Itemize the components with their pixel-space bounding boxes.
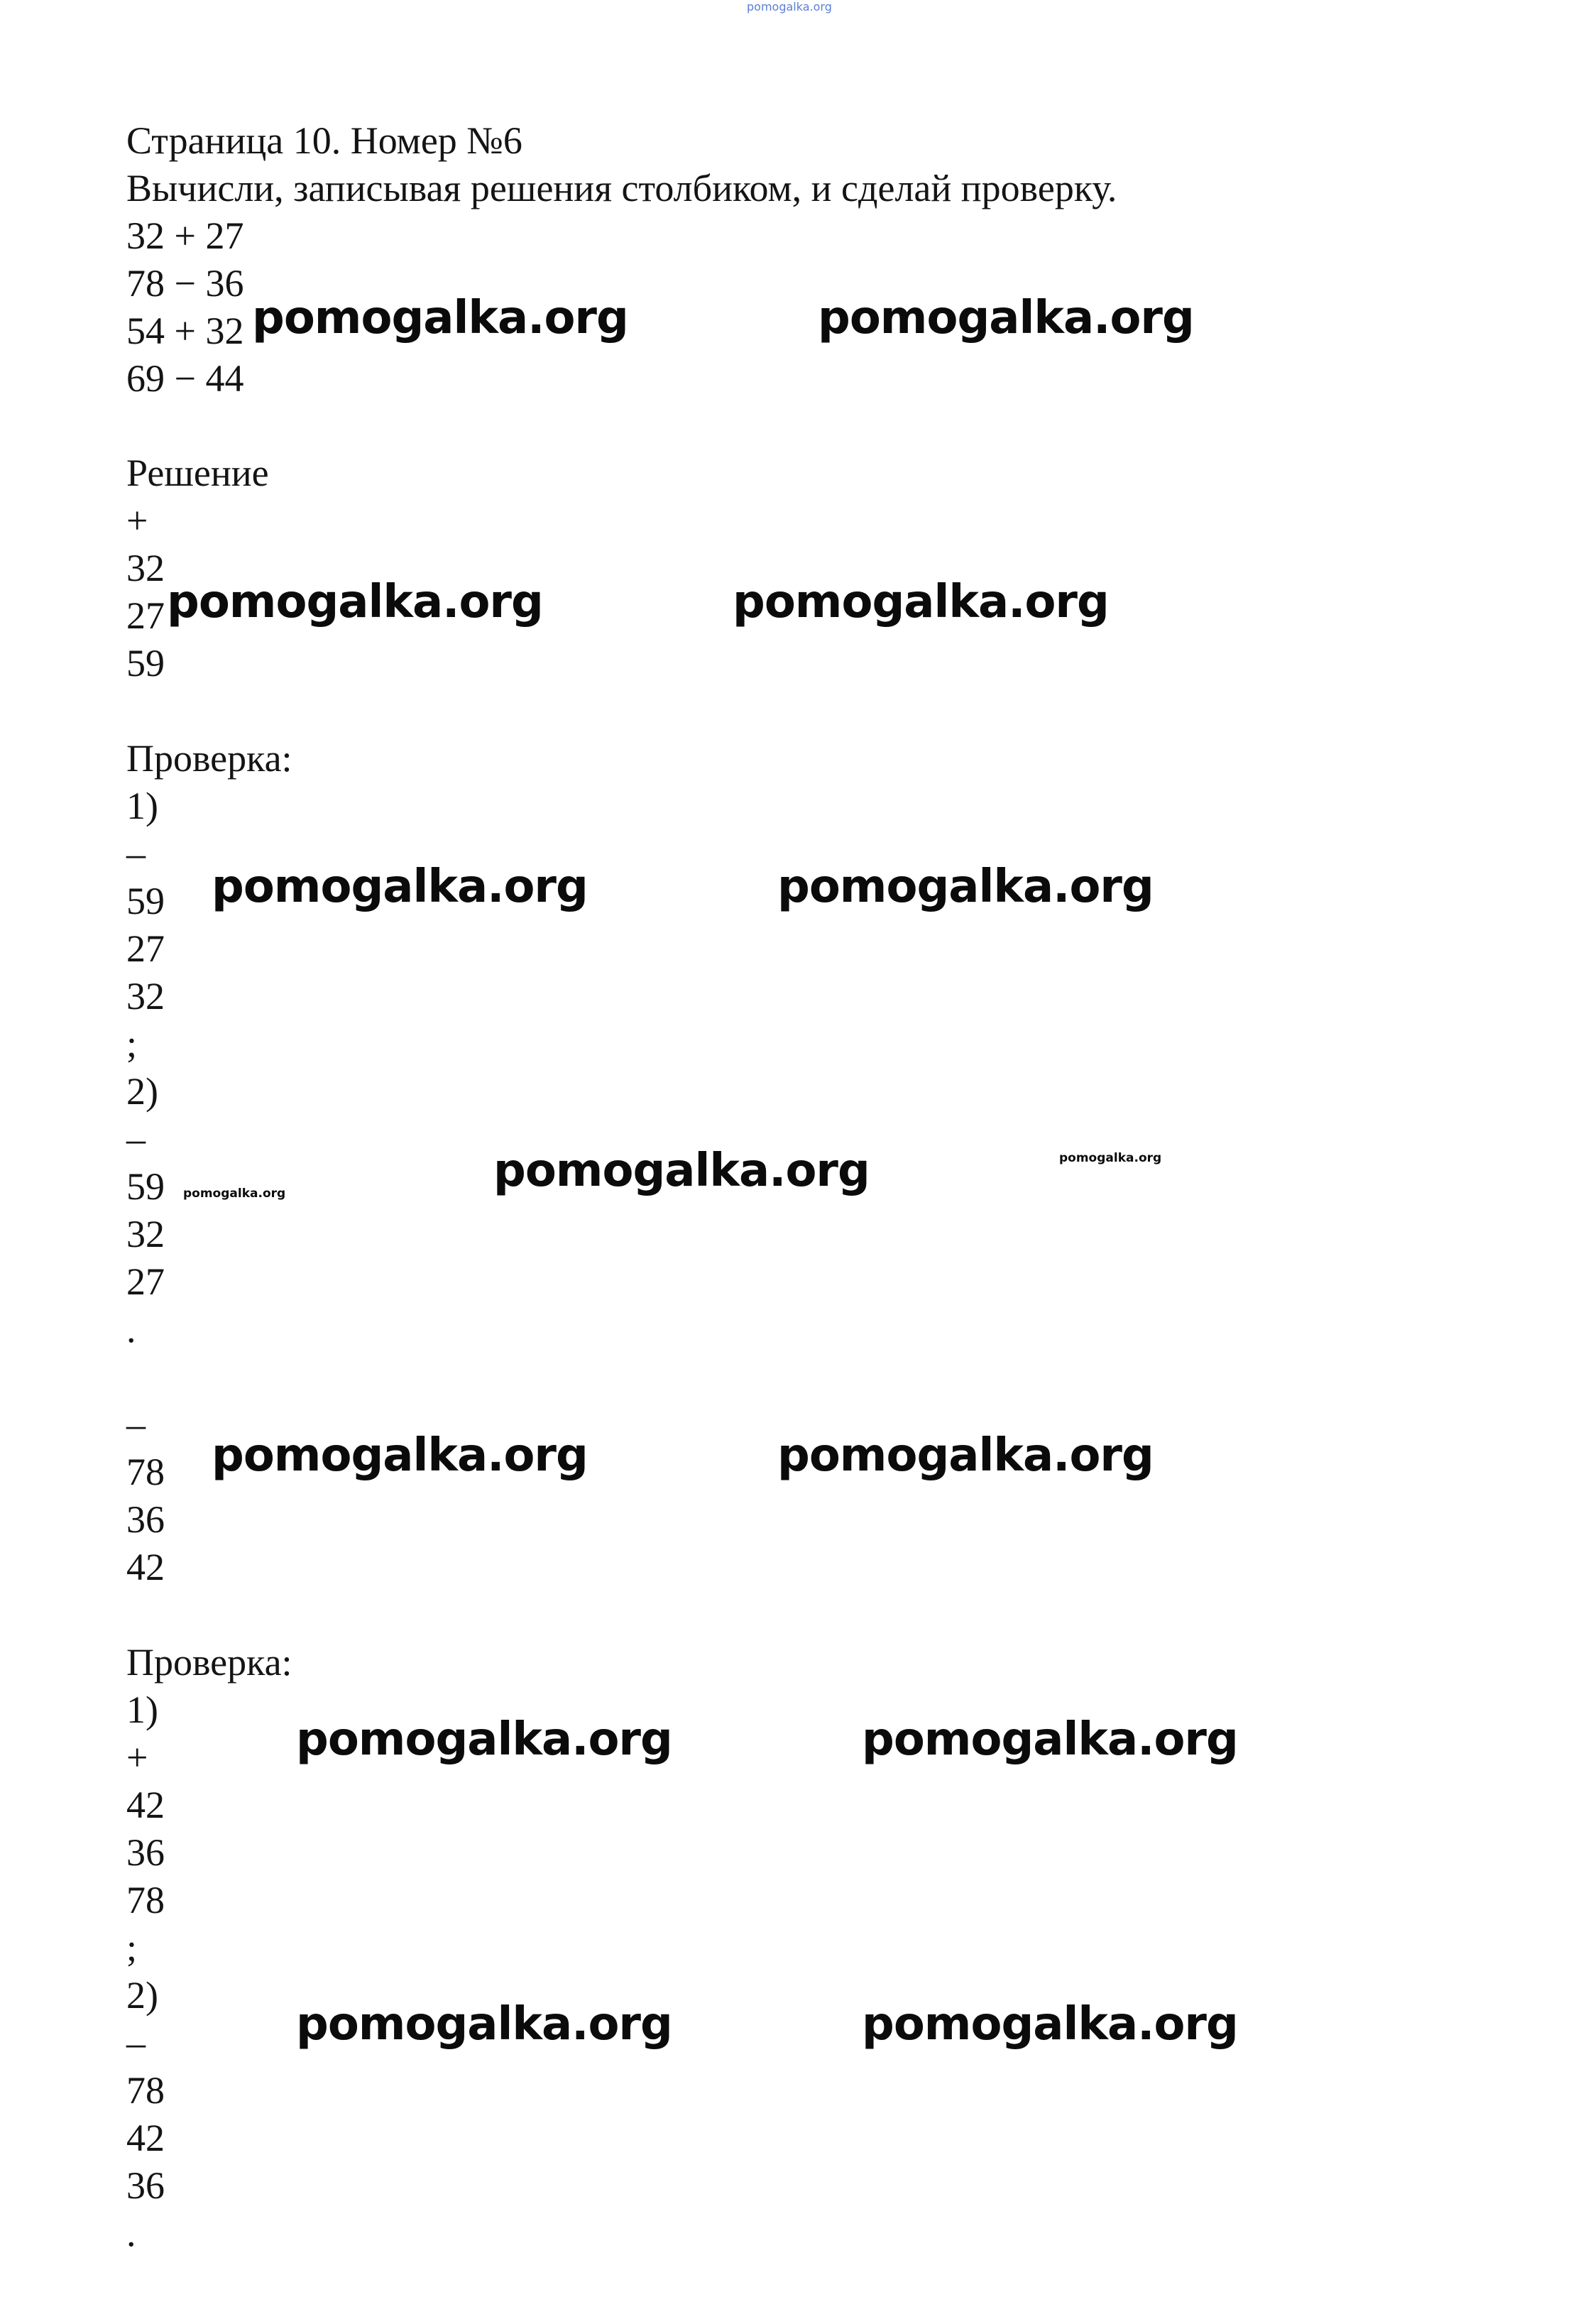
check-2b-result: 36 [126, 2164, 165, 2207]
check-2a-bottom: 36 [126, 1831, 165, 1874]
solution-2-bottom: 36 [126, 1498, 165, 1541]
expression-2: 78 − 36 [126, 262, 244, 305]
check-2a-end: ; [126, 1926, 138, 1969]
watermark: pomogalka.org [777, 1429, 1154, 1482]
check-1b-top: 59 [126, 1165, 165, 1208]
check-1b-bottom: 32 [126, 1213, 165, 1255]
solution-2-top: 78 [126, 1451, 165, 1493]
check-1a-sign: – [126, 832, 146, 875]
watermark: pomogalka.org [862, 1998, 1238, 2051]
check-1b-label: 2) [126, 1070, 158, 1113]
expression-4: 69 − 44 [126, 357, 244, 400]
watermark: pomogalka.org [212, 1429, 588, 1482]
check-2-heading: Проверка: [126, 1641, 292, 1684]
check-2a-top: 42 [126, 1784, 165, 1826]
check-1a-bottom: 27 [126, 927, 165, 970]
watermark: pomogalka.org [296, 1998, 672, 2051]
check-1b-end: . [126, 1308, 136, 1351]
watermark: pomogalka.org [493, 1145, 870, 1197]
check-2b-end: . [126, 2212, 136, 2254]
watermark: pomogalka.org [862, 1713, 1238, 1766]
check-2b-label: 2) [126, 1974, 158, 2017]
watermark: pomogalka.org [183, 1186, 286, 1201]
solution-1-sign: + [126, 499, 148, 542]
watermark: pomogalka.org [733, 576, 1109, 628]
watermark: pomogalka.org [818, 292, 1194, 344]
solution-heading: Решение [126, 452, 269, 494]
watermark: pomogalka.org [1059, 1151, 1162, 1165]
solution-1-top: 32 [126, 547, 165, 589]
watermark: pomogalka.org [167, 576, 543, 628]
check-1a-result: 32 [126, 975, 165, 1018]
check-1a-top: 59 [126, 880, 165, 922]
check-2a-label: 1) [126, 1689, 158, 1731]
check-2a-result: 78 [126, 1879, 165, 1921]
solution-1-result: 59 [126, 642, 165, 684]
check-2b-sign: – [126, 2022, 146, 2064]
check-1a-label: 1) [126, 785, 158, 827]
check-1b-result: 27 [126, 1260, 165, 1303]
check-1b-sign: – [126, 1118, 146, 1160]
watermark: pomogalka.org [296, 1713, 672, 1766]
check-2b-bottom: 42 [126, 2117, 165, 2159]
check-1-heading: Проверка: [126, 737, 292, 780]
page-title: Страница 10. Номер №6 [126, 119, 522, 162]
watermark: pomogalka.org [777, 861, 1154, 913]
task-text: Вычисли, записывая решения столбиком, и сделай проверку. [126, 167, 1117, 209]
solution-2-sign: – [126, 1403, 146, 1446]
check-2b-top: 78 [126, 2069, 165, 2112]
solution-2-result: 42 [126, 1546, 165, 1588]
check-1a-end: ; [126, 1022, 138, 1065]
watermark: pomogalka.org [252, 292, 628, 344]
expression-3: 54 + 32 [126, 310, 244, 352]
top-watermark: pomogalka.org [747, 0, 832, 13]
solution-1-bottom: 27 [126, 594, 165, 637]
expression-1: 32 + 27 [126, 214, 244, 257]
check-2a-sign: + [126, 1736, 148, 1779]
watermark: pomogalka.org [212, 861, 588, 913]
